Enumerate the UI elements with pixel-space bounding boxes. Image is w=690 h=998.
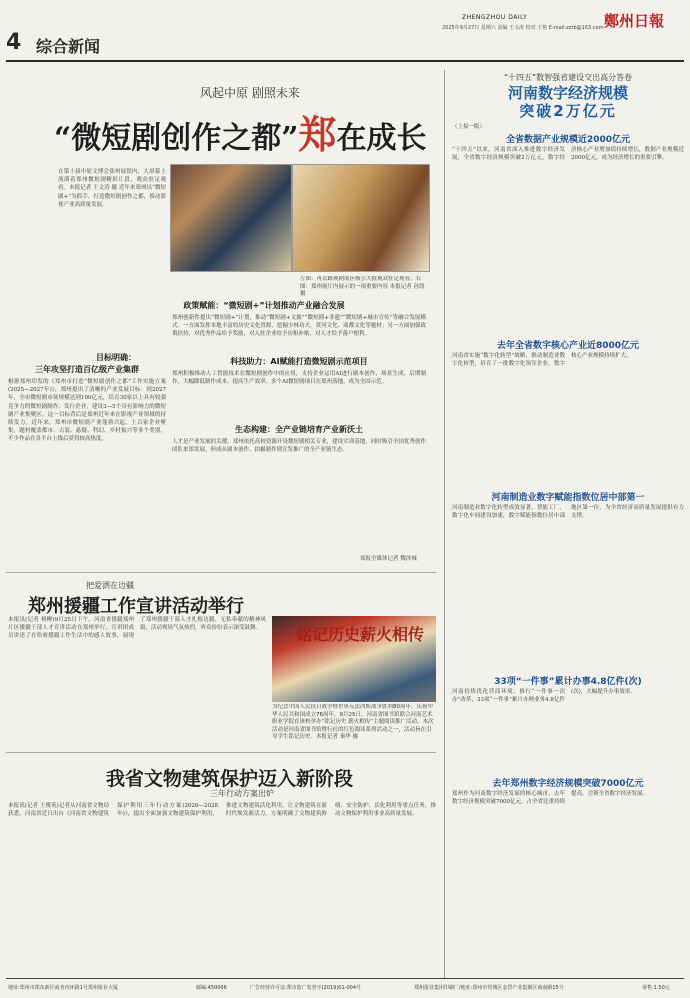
footer-rule [6,978,684,979]
lead-byline: 郑报全媒体记者 魏泽城 [360,556,417,562]
section-name: 综合新闻 [36,37,101,56]
policy-text: 郑州创新性提出“微短剧+”计划，推动“微短剧+文旅”“微短剧+非遗”“微短剧+城市宣传”等融合发展模式。一方面发挥本地丰富的历史文化资源，挖掘少林功夫、黄河文化、商都文化等题材；另一方面加强政策扶持，对优秀作品给予奖励，对入驻企业给予房租补贴，对人才给予落户便利。 [172,315,426,338]
lead-kicker: 风起中原 剧照未来 [200,86,300,100]
xinjiang-kicker: 把爱洒在边疆 [86,581,134,590]
right-sec2-heading: 去年全省数字核心产业近8000亿元 [496,341,640,351]
tech-text: 郑州积极推动人工智能技术在微短剧创作中的应用，支持企业运用AI进行剧本创作、场景生成、后期制作，大幅降低制作成本、提高生产效率。多个AI微短剧项目在郑州落地，成为全国示范。 [172,371,426,386]
lead-title-red: 郑 [298,112,337,157]
reading-event-caption: 为纪念中国人民抗日战争暨世界反法西斯战争胜利80周年，庆祝中华人民共和国成立76周年，9月25日，河南省图书馆联合河南艺术职业学院在该校举办“铭记历史 薪火相传”主题阅读推广活动。本次活动是河南省图书馆暨行社的红色阅读系列活动之一，活动旨在引导学生铭记历史。本报记者 秦华 摄 [272,704,434,740]
header-rule [6,60,684,62]
right-sec1-text: “十四五”以来，河南省深入推进数字经济发展，全省数字经济规模突破2万亿元，数字经济核心产业增加值持续增长，数据产业规模近2000亿元，成为经济增长的重要引擎。 [452,147,684,162]
right-sec4-heading: 33项“一件事”累计办事4.8亿件(次) [494,677,642,687]
policy-heading: 政策赋能：“微短剧+”计划推动产业融合发展 [183,301,345,310]
goal-text: 根据郑州印发的《郑州市打造“微短剧创作之都”工作实施方案(2025—2027年)》，郑州提出了清晰的产业发展目标：到2027年，全市微短剧市场规模达到100亿元，培育30家以上具有较强竞争力的微短剧制作、发行企业，建设3—5个具有影响力的微短剧产业集聚区。这一目标背后是郑州近年来在影视产业领域的持续发力。近年来，郑州市微短剧产业蓬勃兴起，上百家企业聚集，题材覆盖都市、古装、悬疑、科幻、乡村振兴等多个类别，不少作品在各平台上线后获得较高热度。 [8,379,166,443]
goal-subheading: 三年攻坚打造百亿级产业集群 [35,365,139,374]
photo-banner-b: 薪火相传 [360,625,425,644]
date-line: 2025年9月27日 星期六 责编 王文涛 校对 王艳 E-mail:zzrb@163.com [442,25,604,31]
right-kicker: “十四五”数智强省建设交出高分答卷 [503,73,633,82]
lead-title [54,104,427,159]
right-sec1-heading: 全省数据产业规模近2000亿元 [505,135,631,145]
lead-title-pre: “微短剧创作之都” [54,121,299,156]
section-divider-1 [6,572,436,573]
photo-banner-a: 铭记历史 [296,625,361,644]
xinjiang-title: 郑州援疆工作宣讲活动举行 [28,596,244,617]
footer-print: 郑州报业集团印刷厂/地址:郑州市管城区金岱产业集聚区商南路15号 [414,985,564,991]
cultural-subtitle: 三年行动方案出炉 [210,789,274,798]
masthead-english: ZHENGZHOU DAILY [462,14,528,21]
footer-price: 零售:1.50元 [642,985,670,991]
right-sec5-text: 郑州作为河南数字经济发展的核心城市，去年数字经济规模突破7000亿元，占全省比重持续提高，引领全省数字经济发展。 [452,791,649,806]
lead-photo-right [292,164,430,272]
goal-heading: 目标明确： [96,353,136,362]
cultural-title: 我省文物建筑保护迈入新阶段 [106,768,354,790]
right-sec4-text: 河南持续优化营商环境，推行“一件事一次办”改革，33项“一件事”累计办理业务4.8亿件(次)，大幅提升办事效率。 [452,689,636,704]
column-divider [444,70,445,978]
footer-address: 地址:郑州市郑东新区商务内环路1号郑州报业大厦 [8,985,118,991]
right-sec2-text: 河南省实施“数字化转型”战略，推动制造业数字化转型，培育了一批数字化领军企业，数字核心产业规模持续扩大。 [452,353,632,368]
right-continued: （上接一版） [452,124,486,130]
footer-postcode: 邮编:450006 [196,985,227,991]
right-title-line1: 河南数字经济规模 [507,84,628,102]
right-title-line2: 突破2万亿元 [519,102,617,120]
cultural-text: 本报讯(记者 王俊英)记者从河南省文物局获悉，河南省近日出台《河南省文物建筑保护利用三年行动方案(2026—2028年)》，提出全面加强文物建筑保护利用，推进文物建筑活化利用，让文物建筑在新时代焕发新活力。方案明确了文物建筑修缮、安全防护、活化利用等重点任务，推动文物保护利用事业高质量发展。 [8,803,436,818]
eco-heading: 生态构建：全产业链培育产业新沃土 [235,425,363,434]
xinjiang-text: 本报讯(记者 杨柳)9月25日下午，河南省援疆郑州片区援疆干部人才宣讲活动在郑州举行。宣讲团成员讲述了在哈密援疆工作生活中的感人故事，展现了郑州援疆干部人才扎根边疆、无私奉献的精神风貌。活动现场气氛热烈，听众纷纷表示深受鼓舞。 [8,617,266,640]
right-sec5-heading: 去年郑州数字经济规模突破7000亿元 [492,779,644,789]
reading-event-photo [272,616,436,702]
page-number: 4 [6,30,22,55]
section-divider-2 [6,752,436,753]
eco-text: 人才是产业发展的关键。郑州依托高校资源开设微短剧相关专业，建设实训基地，同时吸引全国优秀创作团队来郑发展，形成从剧本创作、拍摄制作到宣发推广的全产业链生态。 [172,439,426,454]
footer-license: 广告经营许可证:郑市监广发登字(2019)01-004号 [250,985,362,991]
lead-intro: 在第十届中原文博会郑州展馆内，大屏幕上流淌着郑州微短剧精彩片段，观众驻足观看。本报记者 王文涛 摄 近年来郑州以“微短剧+”为抓手，打造微短剧创作之都，推动影视产业高质量发展。 [58,169,166,208]
lead-photo-left [170,164,292,272]
tech-heading: 科技助力：AI赋能打造微短剧示范项目 [230,357,368,366]
right-sec3-heading: 河南制造业数字赋能指数位居中部第一 [491,493,645,503]
right-sec3-text: 河南制造业数字化转型成效显著，智能工厂、数字化车间建设加速，数字赋能指数位居中部地区第一位，为全省经济高质量发展提供有力支撑。 [452,505,684,520]
masthead-logo: 鄭州日報 [604,12,665,30]
lead-photo-caption: 左图：再去路观剧展区吸引大批观众驻足观看。右图：郑州展厅内展示的一项重要内容 本报记者 孙凯 摄 [300,276,425,297]
lead-title-post: 在成长 [336,121,427,156]
footer [0,982,690,998]
